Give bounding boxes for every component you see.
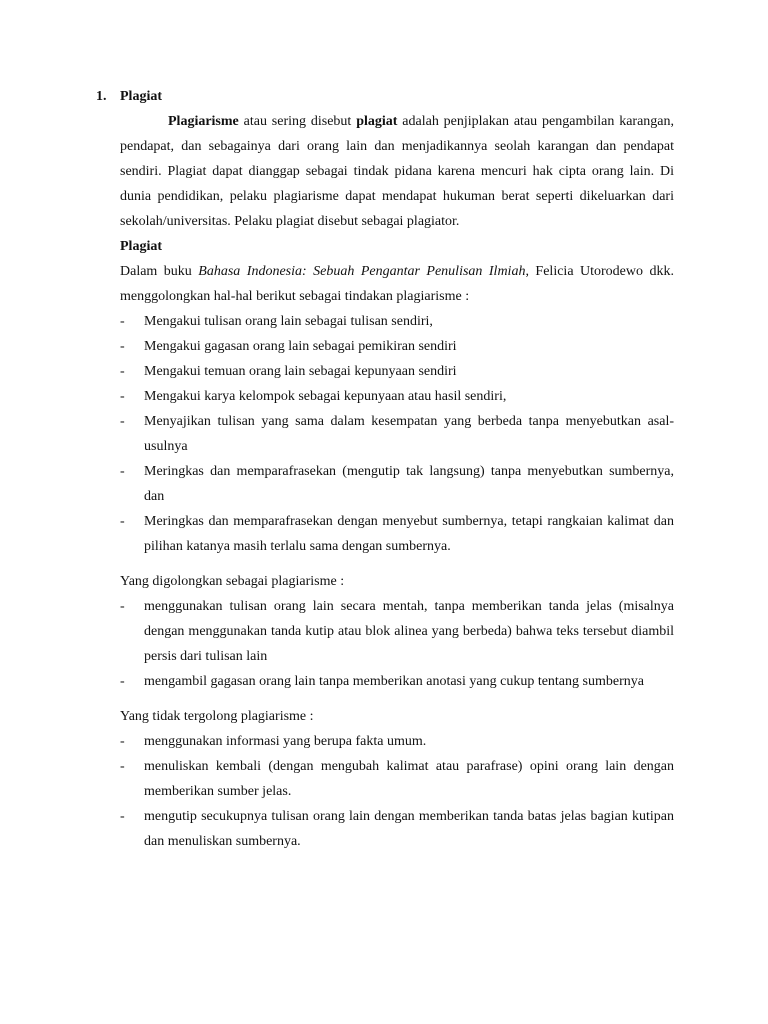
section-title: Plagiat bbox=[120, 89, 162, 104]
list-item bbox=[120, 729, 674, 754]
term-plagiat: plagiat bbox=[356, 114, 398, 129]
list-dash: - bbox=[120, 759, 125, 774]
list-item bbox=[120, 409, 674, 459]
list-item-text: menggunakan tulisan orang lain secara mentah, tanpa memberikan tanda jelas (misalnya dengan menggunakan tanda kutip atau blok alinea yang berbeda) bahwa teks tersebut diambil persis dari tulisan lain bbox=[144, 599, 674, 664]
list-item-text: Meringkas dan memparafrasekan (mengutip tak langsung) tanpa menyebutkan sumbernya, dan bbox=[144, 464, 674, 504]
list-item-text: menggunakan informasi yang berupa fakta umum. bbox=[144, 734, 427, 749]
list-item bbox=[120, 754, 674, 804]
list-dash: - bbox=[120, 389, 125, 404]
list-item bbox=[120, 334, 674, 359]
list-item bbox=[120, 509, 674, 559]
list-item-text: Mengakui tulisan orang lain sebagai tulisan sendiri, bbox=[144, 314, 433, 329]
book-text-after: , Felicia Utorodewo dkk. menggolongkan hal-hal berikut sebagai tindakan plagiarisme : bbox=[120, 264, 674, 304]
book-text-before: Dalam buku bbox=[120, 264, 199, 279]
list-item bbox=[120, 359, 674, 384]
book-title: Bahasa Indonesia: Sebuah Pengantar Penulisan Ilmiah bbox=[198, 264, 526, 279]
term-plagiarisme: Plagiarisme bbox=[168, 114, 239, 129]
list-item bbox=[120, 594, 674, 669]
list-item bbox=[120, 384, 674, 409]
list-item bbox=[120, 669, 674, 694]
list-dash: - bbox=[120, 464, 125, 479]
plagiarism-list bbox=[120, 594, 674, 694]
list-dash: - bbox=[120, 734, 125, 749]
list-item-text: Mengakui temuan orang lain sebagai kepunyaan sendiri bbox=[144, 364, 457, 379]
intro-paragraph bbox=[120, 109, 674, 234]
list-item-text: mengambil gagasan orang lain tanpa memberikan anotasi yang cukup tentang sumbernya bbox=[144, 674, 644, 689]
document-body bbox=[96, 84, 674, 854]
list-dash: - bbox=[120, 314, 125, 329]
list-dash: - bbox=[120, 339, 125, 354]
plagiarism-acts-list bbox=[120, 309, 674, 559]
list-dash: - bbox=[120, 674, 125, 689]
list-item-text: Mengakui karya kelompok sebagai kepunyaan atau hasil sendiri, bbox=[144, 389, 507, 404]
tidak-tergolong-heading: Yang tidak tergolong plagiarisme : bbox=[120, 709, 314, 724]
list-item bbox=[120, 309, 674, 334]
list-item bbox=[120, 459, 674, 509]
list-item-text: Meringkas dan memparafrasekan dengan menyebut sumbernya, tetapi rangkaian kalimat dan pilihan katanya masih terlalu sama dengan sumbernya. bbox=[144, 514, 674, 554]
list-item-text: Mengakui gagasan orang lain sebagai pemikiran sendiri bbox=[144, 339, 457, 354]
list-item-text: menuliskan kembali (dengan mengubah kalimat atau parafrase) opini orang lain dengan memberikan sumber jelas. bbox=[144, 759, 674, 799]
list-dash: - bbox=[120, 514, 125, 529]
not-plagiarism-list bbox=[120, 729, 674, 854]
intro-text-1: atau sering disebut bbox=[238, 114, 357, 129]
list-item bbox=[120, 804, 674, 854]
list-dash: - bbox=[120, 364, 125, 379]
section-heading bbox=[96, 84, 674, 109]
book-paragraph bbox=[120, 259, 674, 309]
list-item-text: mengutip secukupnya tulisan orang lain dengan memberikan tanda batas jelas bagian kutipan dan menuliskan sumbernya. bbox=[144, 809, 674, 849]
subheading: Plagiat bbox=[120, 239, 162, 254]
list-dash: - bbox=[120, 599, 125, 614]
list-item-text: Menyajikan tulisan yang sama dalam kesempatan yang berbeda tanpa menyebutkan asal-usulnya bbox=[144, 414, 674, 454]
digolongkan-heading: Yang digolongkan sebagai plagiarisme : bbox=[120, 574, 345, 589]
section-number: 1. bbox=[96, 89, 107, 104]
list-dash: - bbox=[120, 809, 125, 824]
list-dash: - bbox=[120, 414, 125, 429]
intro-text-2: adalah penjiplakan atau pengambilan karangan, pendapat, dan sebagainya dari orang lain dan menjadikannya seolah karangan dan pendapat sendiri. Plagiat dapat dianggap sebagai tindak pidana karena mencuri hak cipta orang lain. Di dunia pendidikan, pelaku plagiarisme dapat mendapat hukuman berat seperti dikeluarkan dari sekolah/universitas. Pelaku plagiat disebut sebagai plagiator. bbox=[120, 114, 674, 229]
